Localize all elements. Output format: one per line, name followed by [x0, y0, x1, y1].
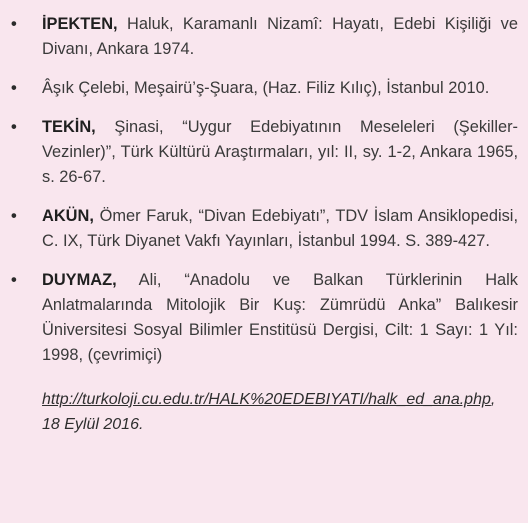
- reference-item: [0, 12, 518, 62]
- bullet-icon: •: [11, 118, 17, 136]
- reference-text: Âşık Çelebi, Meşairü’ş-Şuara, (Haz. Filiz Kılıç), İstanbul 2010.: [42, 79, 490, 97]
- bullet-icon: •: [11, 15, 17, 33]
- source-date: 18 Eylül 2016.: [42, 416, 144, 433]
- reference-item: [0, 268, 518, 368]
- reference-item: [0, 204, 518, 254]
- source-link[interactable]: http://turkoloji.cu.edu.tr/HALK%20EDEBIYATI/halk_ed_ana.php: [42, 391, 491, 408]
- bullet-icon: •: [11, 271, 17, 289]
- bullet-icon: •: [11, 79, 17, 97]
- reference-author: AKÜN,: [42, 207, 94, 225]
- reference-author: TEKİN,: [42, 118, 96, 136]
- bullet-icon: •: [11, 207, 17, 225]
- reference-text: Şinasi, “Uygur Edebiyatının Meseleleri (Şekiller-Vezinler)”, Türk Kültürü Araştırmaları, yıl: II, sy. 1-2, Ankara 1965, s. 26-67.: [42, 118, 518, 186]
- reference-item: [0, 76, 518, 101]
- reference-text: Ali, “Anadolu ve Balkan Türklerinin Halk Anlatmalarında Mitolojik Bir Kuş: Zümrüdü Anka” Balıkesir Üniversitesi Sosyal Bilimler Enstitüsü Dergisi, Cilt: 1 Sayı: 1 Yıl: 1998, (çevrimiçi): [42, 271, 518, 364]
- reference-author: DUYMAZ,: [42, 271, 117, 289]
- reference-item: [0, 115, 518, 190]
- reference-text: Ömer Faruk, “Divan Edebiyatı”, TDV İslam Ansiklopedisi, C. IX, Türk Diyanet Vakfı Yayınları, İstanbul 1994. S. 389-427.: [42, 207, 518, 250]
- reference-text: Haluk, Karamanlı Nizamî: Hayatı, Edebi Kişiliği ve Divanı, Ankara 1974.: [42, 15, 518, 58]
- source-citation: http://turkoloji.cu.edu.tr/HALK%20EDEBIYATI/halk_ed_ana.php, 18 Eylül 2016.: [42, 391, 496, 433]
- reference-author: İPEKTEN,: [42, 15, 118, 33]
- reference-list: [0, 12, 518, 368]
